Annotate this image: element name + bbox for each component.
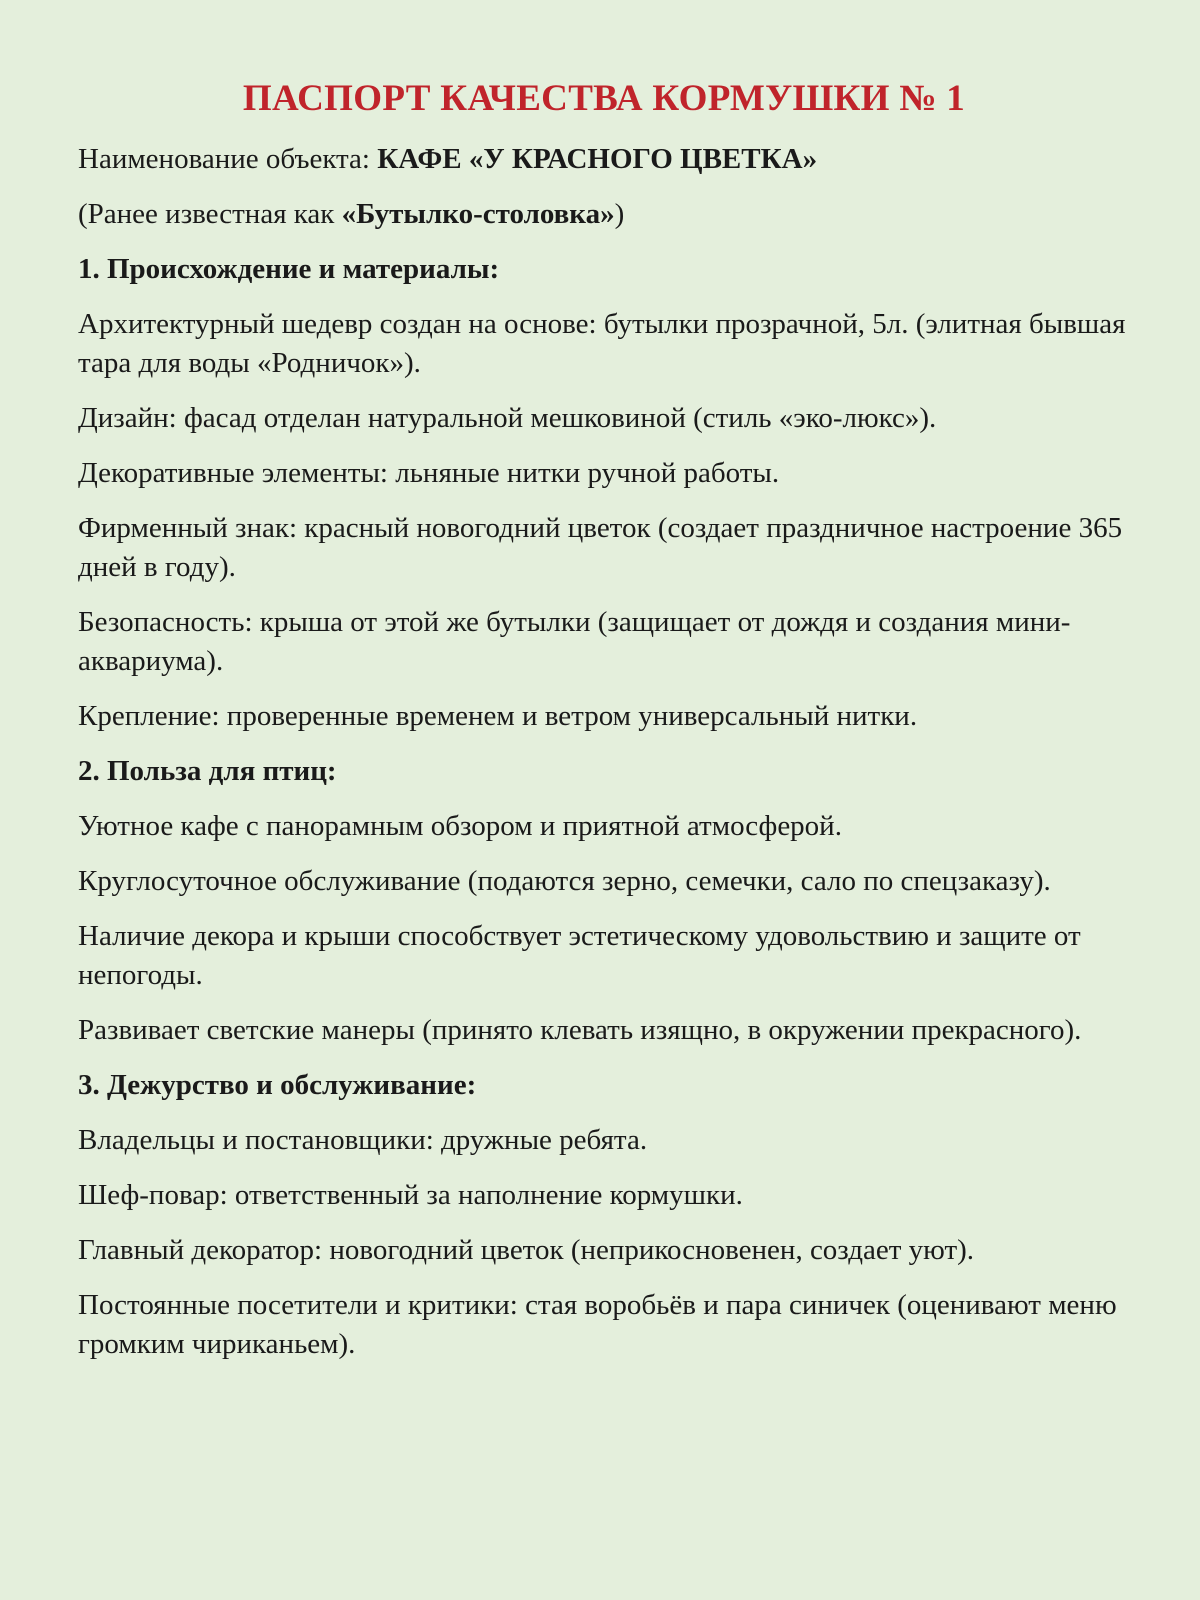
section-item: Развивает светские манеры (принято клевать изящно, в окружении прекрасного).: [78, 1014, 1082, 1046]
section-item: Владельцы и постановщики: дружные ребята.: [78, 1124, 648, 1156]
former-name: «Бутылко-столовка»: [341, 198, 615, 230]
document-title: ПАСПОРТ КАЧЕСТВА КОРМУШКИ № 1: [242, 78, 966, 119]
section-item: Шеф-повар: ответственный за наполнение кормушки.: [78, 1179, 743, 1211]
section-item: Постоянные посетители и критики: стая воробьёв и пара синичек (оценивают меню громким чириканьем).: [78, 1289, 1117, 1360]
object-label: Наименование объекта:: [78, 143, 378, 175]
section-item: Архитектурный шедевр создан на основе: бутылки прозрачной, 5л. (элитная бывшая тара для воды «Родничок»).: [78, 308, 1126, 379]
section-item: Наличие декора и крыши способствует эстетическому удовольствию и защите от непогоды.: [78, 920, 1081, 991]
object-name-line: [78, 140, 1130, 179]
section-heading-benefits: 2. Польза для птиц:: [78, 755, 337, 787]
object-name: КАФЕ «У КРАСНОГО ЦВЕТКА»: [377, 143, 818, 175]
section-item: Декоративные элементы: льняные нитки ручной работы.: [78, 457, 780, 489]
section-heading-duty: 3. Дежурство и обслуживание:: [78, 1069, 477, 1101]
section-item: Главный декоратор: новогодний цветок (неприкосновенен, создает уют).: [78, 1234, 975, 1266]
section-item: Безопасность: крыша от этой же бутылки (защищает от дождя и создания мини-аквариума).: [78, 606, 1071, 677]
section-item: Фирменный знак: красный новогодний цветок (создает праздничное настроение 365 дней в году).: [78, 512, 1123, 583]
section-item: Крепление: проверенные временем и ветром универсальный нитки.: [78, 700, 918, 732]
former-suffix: ): [614, 198, 625, 230]
section-item: Уютное кафе с панорамным обзором и приятной атмосферой.: [78, 810, 842, 842]
section-item: Дизайн: фасад отделан натуральной мешковиной (стиль «эко-люкс»).: [78, 402, 937, 434]
former-name-line: [78, 195, 1130, 234]
section-item: Круглосуточное обслуживание (подаются зерно, семечки, сало по спецзаказу).: [78, 865, 1051, 897]
section-heading-origin: 1. Происхождение и материалы:: [78, 253, 500, 285]
former-prefix: (Ранее известная как: [78, 198, 342, 230]
